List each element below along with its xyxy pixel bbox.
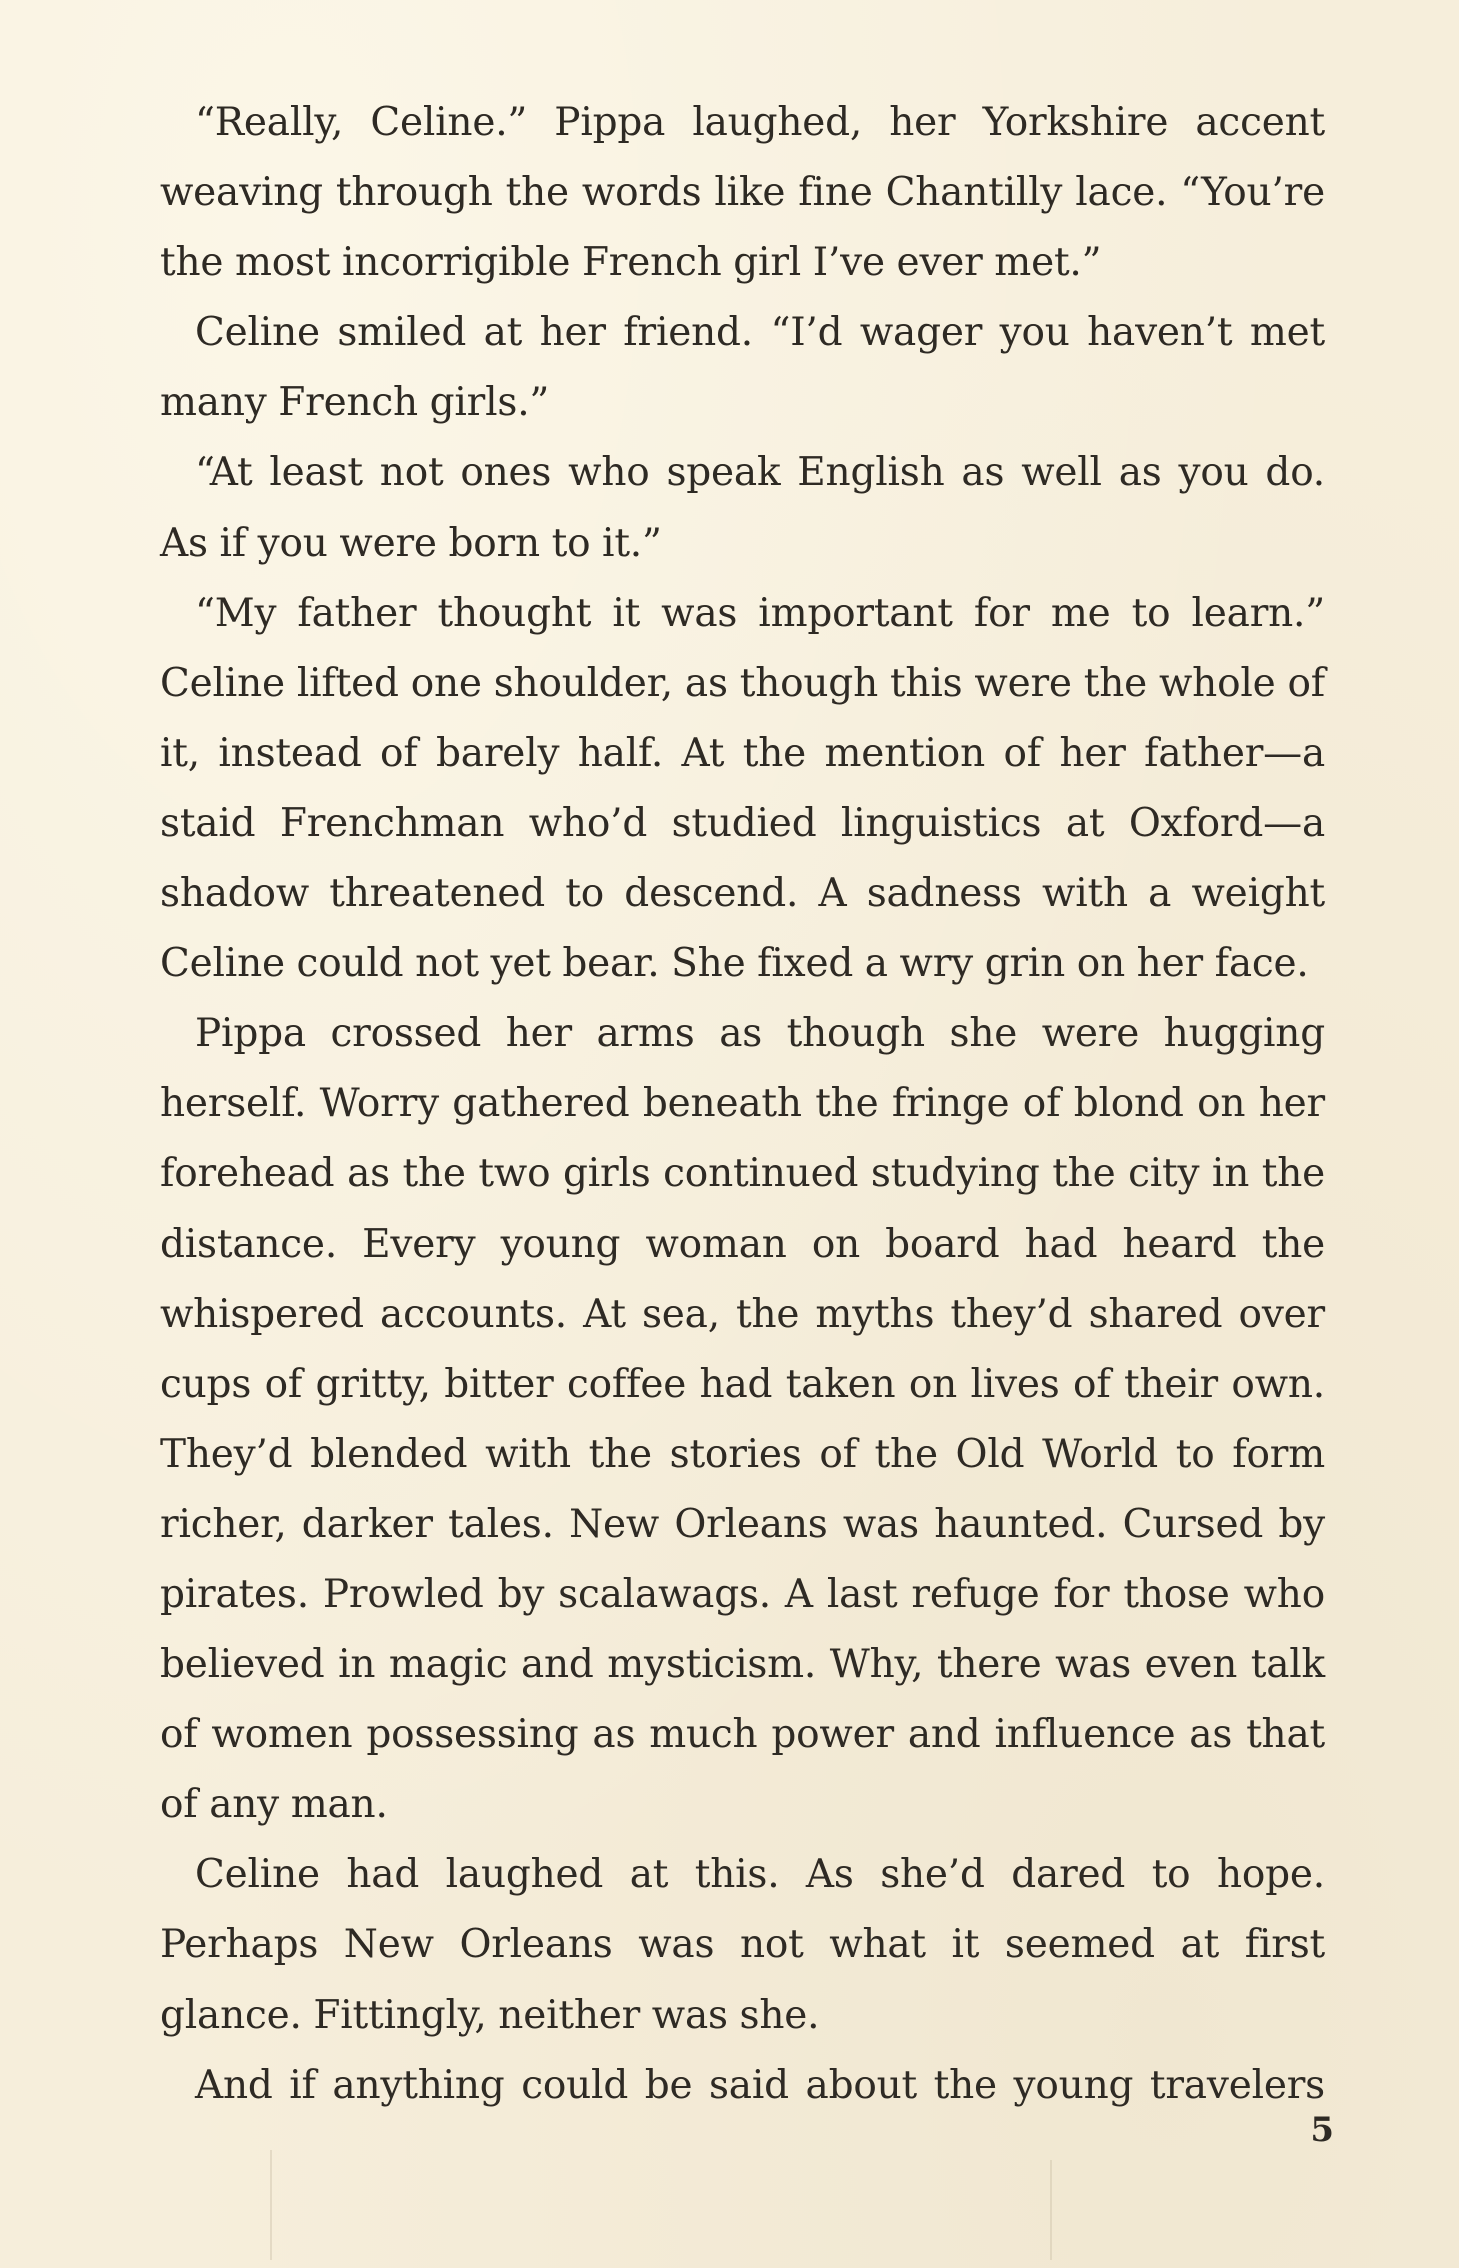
paragraph: “My father thought it was important for me to learn.” Celine lifted one shoulder, as though this were the whole of it, instead of barely half. At the mention of her father—a staid Frenchman who’d studied linguistics at Oxford—a shadow threatened to descend. A sadness with a weight Celine could not yet bear. She fixed a wry grin on her face. <box>160 590 1325 987</box>
paper-scuff <box>1050 2160 1052 2260</box>
paper-scuff <box>270 2150 272 2260</box>
paragraph: “Really, Celine.” Pippa laughed, her Yorkshire accent weaving through the words like fine Chantilly lace. “You’re the most incorrigible French girl I’ve ever met.” <box>160 100 1325 286</box>
paragraph: And if anything could be said about the young travelers <box>195 2062 1325 2108</box>
page-number: 5 <box>1310 2110 1334 2150</box>
paragraph: “At least not ones who speak English as well as you do. As if you were born to it.” <box>160 450 1325 566</box>
paragraph: Pippa crossed her arms as though she were hugging herself. Worry gathered beneath the fringe of blond on her forehead as the two girls continued studying the city in the distance. Every young woman on board had heard the whispered accounts. At sea, the myths they’d shared over cups of gritty, bitter coffee had taken on lives of their own. They’d blended with the stories of the Old World to form richer, darker tales. New Orleans was haunted. Cursed by pirates. Prowled by scalawags. A last refuge for those who believed in magic and mysticism. Why, there was even talk of women possessing as much power and influence as that of any man. <box>160 1011 1325 1828</box>
body-text <box>160 88 1325 2121</box>
paragraph: Celine smiled at her friend. “I’d wager you haven’t met many French girls.” <box>160 310 1325 426</box>
paragraph: Celine had laughed at this. As she’d dared to hope. Perhaps New Orleans was not what it seemed at first glance. Fittingly, neither was she. <box>160 1852 1325 2038</box>
